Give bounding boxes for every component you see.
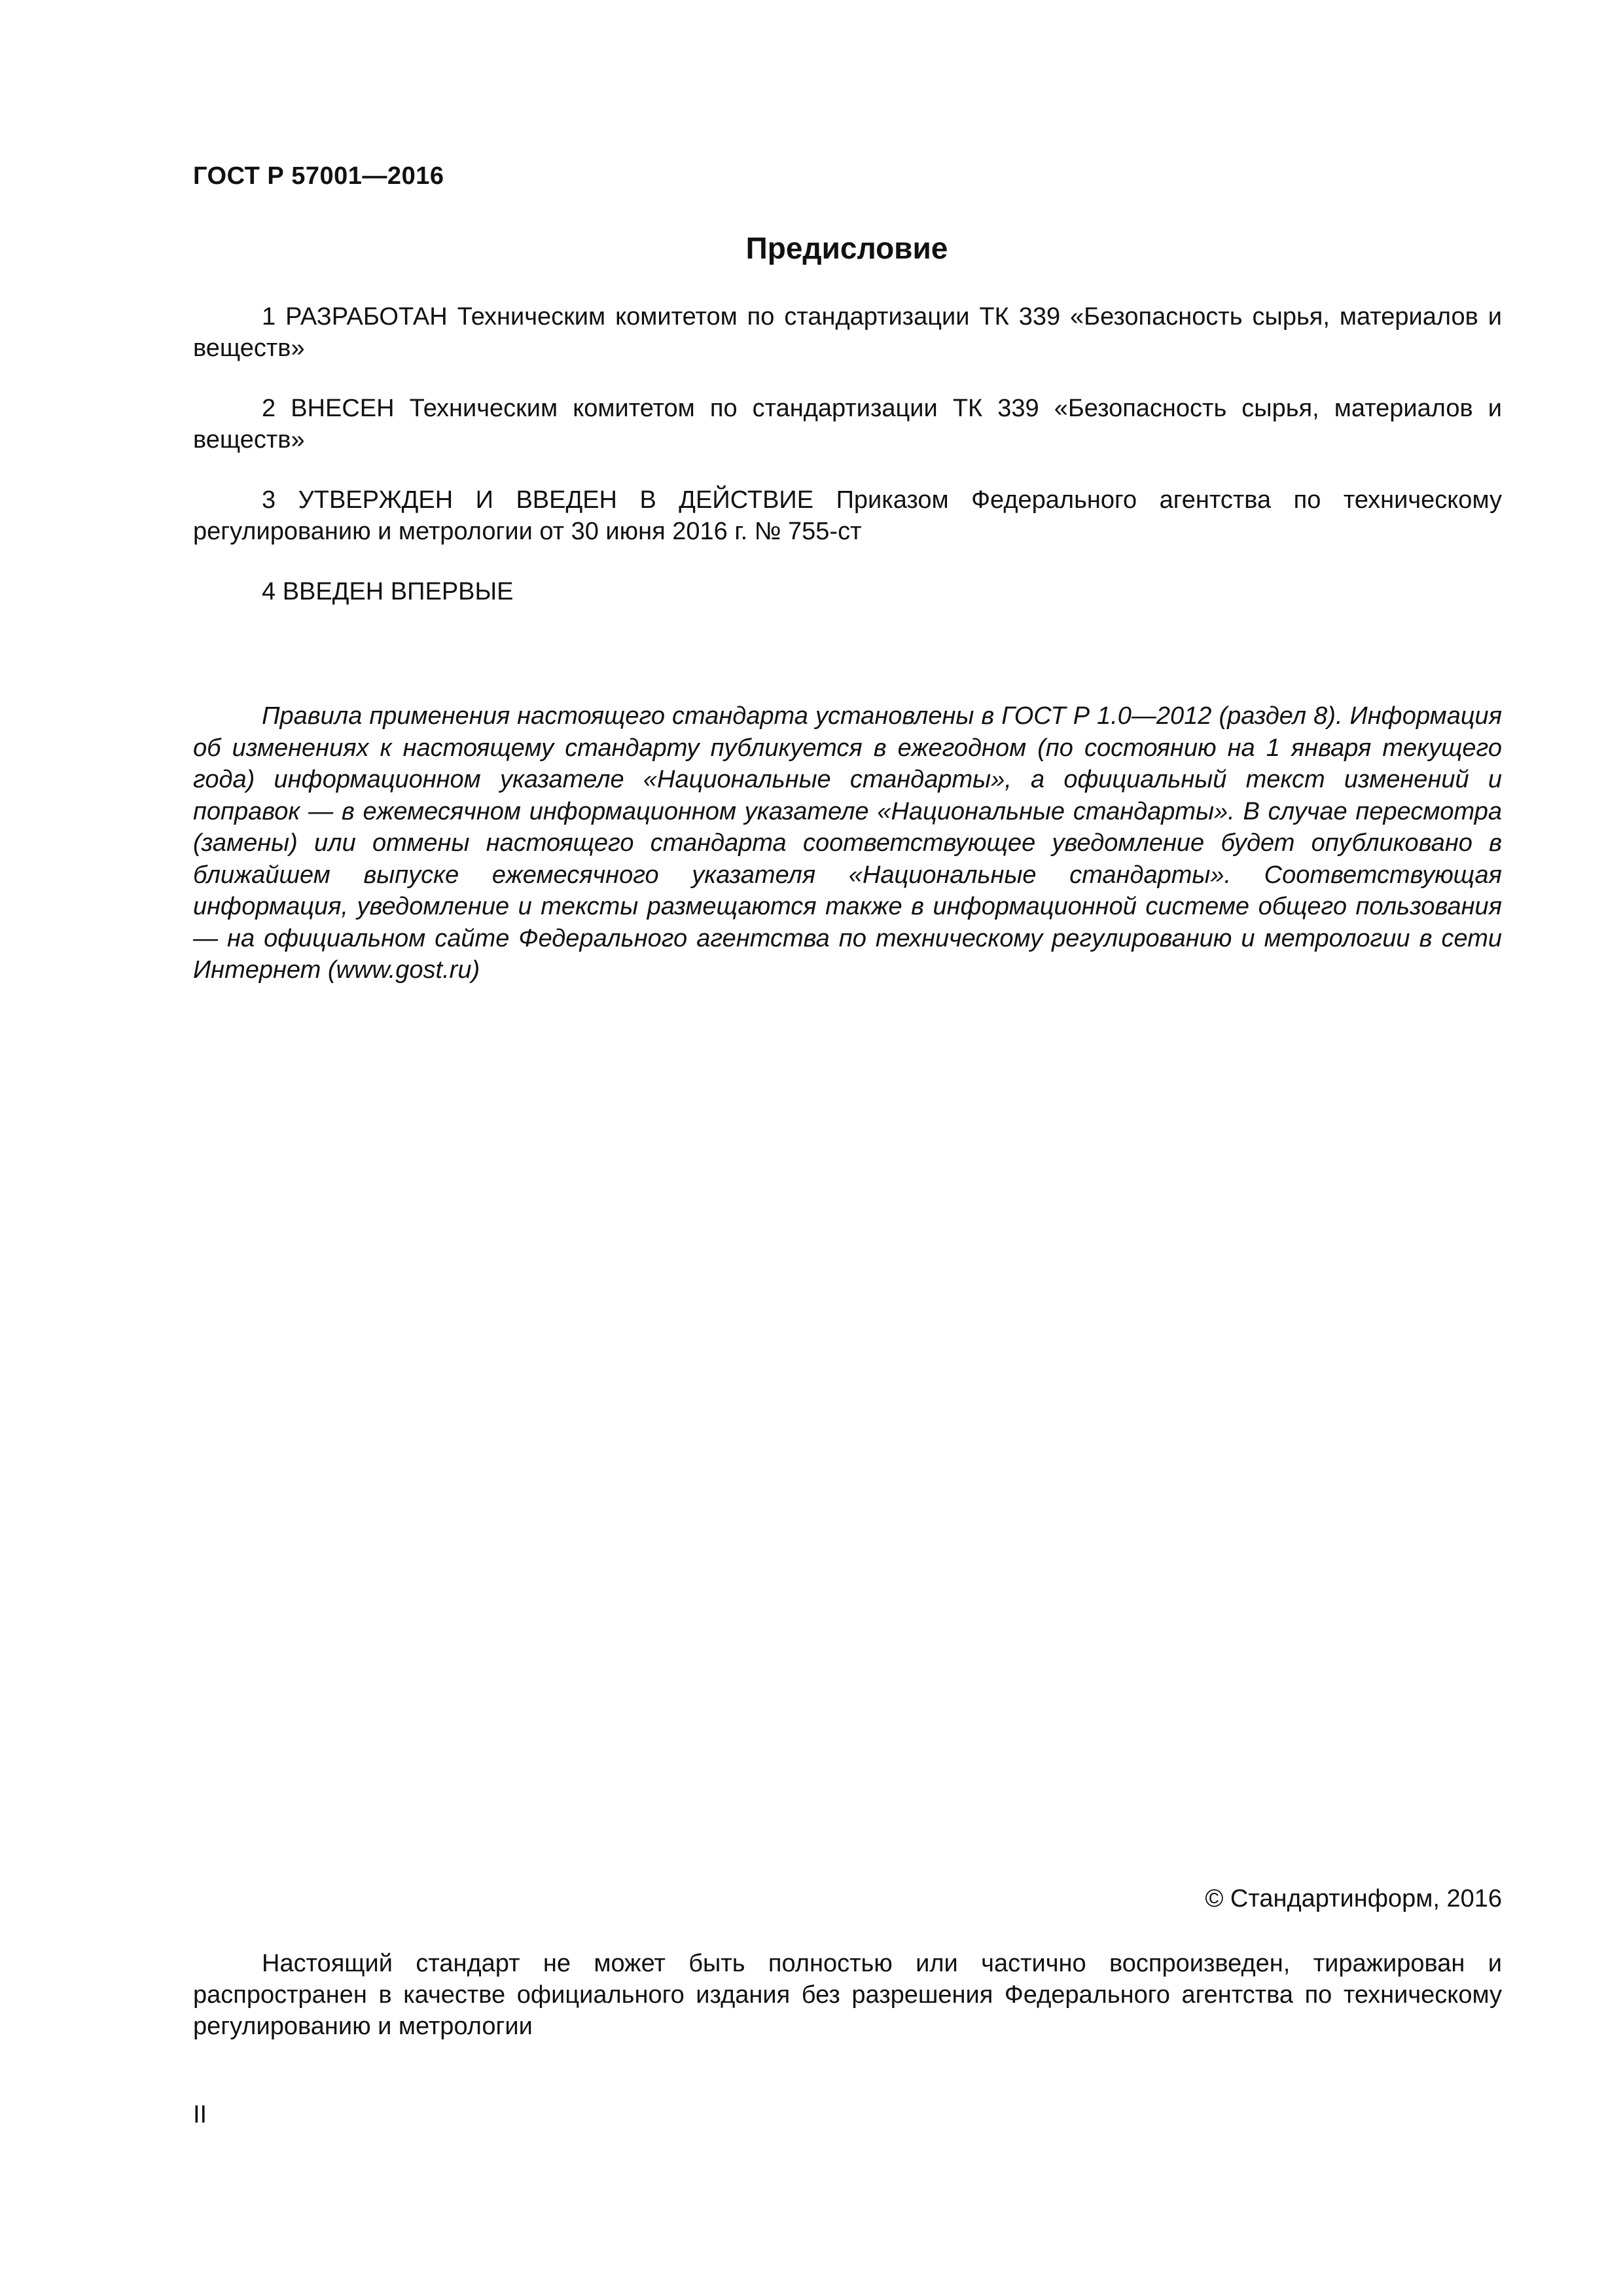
foreword-item-1: 1 РАЗРАБОТАН Техническим комитетом по стандартизации ТК 339 «Безопасность сырья, материалов и веществ» — [193, 303, 1502, 362]
foreword-item-3: 3 УТВЕРЖДЕН И ВВЕДЕН В ДЕЙСТВИЕ Приказом Федерального агентства по техническому регулированию и метрологии от 30 июня 2016 г. № 755-ст — [193, 486, 1502, 545]
foreword-item-2: 2 ВНЕСЕН Техническим комитетом по стандартизации ТК 339 «Безопасность сырья, материалов и веществ» — [193, 395, 1502, 454]
reproduction-notice: Настоящий стандарт не может быть полностью или частично воспроизведен, тиражирован и распространен в качестве официального издания без разрешения Федерального агентства по техническому регулированию и метрологии — [193, 1950, 1502, 2040]
foreword-item-4: 4 ВВЕДЕН ВПЕРВЫЕ — [262, 578, 514, 605]
page-title: Предисловие — [745, 231, 948, 265]
document-id: ГОСТ Р 57001—2016 — [193, 162, 444, 190]
application-rules-note: Правила применения настоящего стандарта установлены в ГОСТ Р 1.0—2012 (раздел 8). Информация об изменениях к настоящему стандарту публикуется в ежегодном (по состоянию на 1 января текущего года) информационном указателе «Национальные стандарты», а официальный текст изменений и поправок — в ежемесячном информационном указателе «Национальные стандарты». В случае пересмотра (замены) или отмены настоящего стандарта соответствующее уведомление будет опубликовано в ближайшем выпуске ежемесячного указателя «Национальные стандарты». Соответствующая информация, уведомление и тексты размещаются также в информационной системе общего пользования — на официальном сайте Федерального агентства по техническому регулированию и метрологии в сети Интернет (www.gost.ru) — [193, 702, 1502, 984]
copyright-notice: © Стандартинформ, 2016 — [1205, 1885, 1502, 1912]
page-number: II — [193, 2101, 207, 2128]
